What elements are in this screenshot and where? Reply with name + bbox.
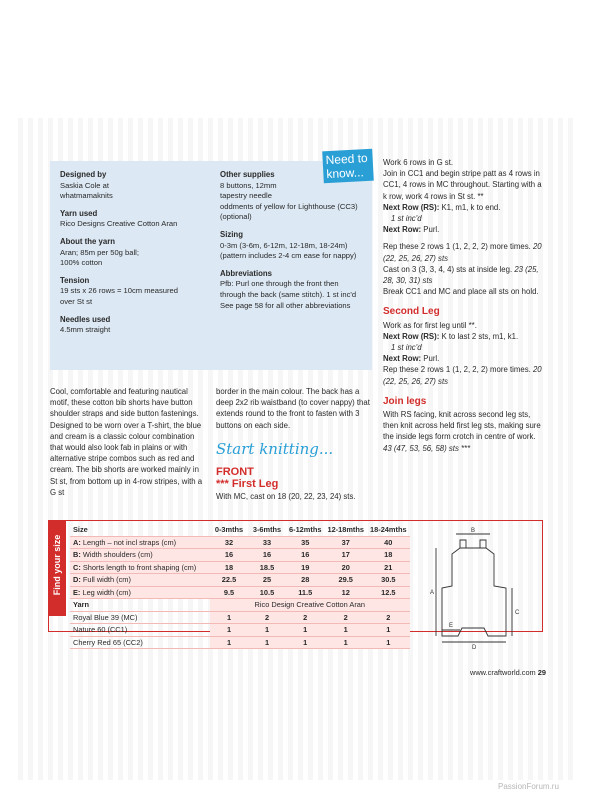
row-instruction: K to last 2 sts, m1, k1. [441,331,519,341]
yarn-qty-cell: 1 [324,624,367,637]
table-header-cell: 6-12mths [286,524,324,536]
table-cell: 28 [286,574,324,587]
row-label-cell [70,549,210,562]
yarn-row-label: Nature 60 (CC1) [70,624,210,637]
info-heading: Sizing [220,229,243,239]
table-cell: 21 [367,561,410,574]
stitch-count: 23 (25, 28, 30, 31) sts [383,264,539,286]
yarn-qty-cell: 2 [324,611,367,624]
row-label: Length – not incl straps (cm) [82,537,177,547]
info-heading: Other supplies [220,170,275,179]
pattern-paragraph: Join in CC1 and begin stripe patt as 4 rows in CC1, 4 rows in MC throughout. Starting with a k row, work 4 rows in St st. ** [383,169,542,201]
table-header-row [70,524,410,536]
info-heading: Needles used [60,314,111,324]
table-header-cell: 0-3mths [210,524,248,536]
pattern-paragraph: Rep these 2 rows 1 (1, 2, 2, 2) more times. [383,242,531,252]
table-header-cell: 18-24mths [367,524,410,536]
info-body [220,279,370,311]
page-footer [470,668,546,677]
table-cell: 12 [324,586,367,599]
yarn-qty-cell: 1 [210,636,248,649]
info-heading: Tension [60,275,90,285]
need-to-know-left-column [60,170,210,343]
table-cell: 35 [286,536,324,549]
pattern-paragraph: Rep these 2 rows 1 (1, 2, 2, 2) more times. [383,365,531,375]
size-table [70,524,410,649]
row-label: Next Row (RS): [383,202,440,212]
info-heading: Yarn used [60,208,98,218]
info-body [60,219,210,230]
need-to-know-right-column [220,170,370,318]
info-line: Rico Designs Creative Cotton Aran [60,219,178,229]
intro-left: Cool, comfortable and featuring nautical motif, these cotton bib shorts have button shoulder straps and side button fastenings. Designed to be worn over a T-shirt, the blue and cream is a classic colour combination that would also look fab in plains or with alternative stripe combos such as red and cream. The bib shorts are worked mainly in St st, from bottom up in 4-row stripes, with a G st [50,387,203,497]
yarn-header-row [70,599,410,612]
info-line: through the back (same stitch). 1 st inc'd [220,289,357,299]
info-line: over St st [60,296,93,306]
watermark: PassionForum.ru [498,782,559,791]
yarn-qty-cell: 1 [248,624,286,637]
info-line: 0-3m (3-6m, 6-12m, 12-18m, 18-24m) [220,240,348,250]
row-letter: B: [73,550,81,560]
yarn-qty-cell: 1 [367,624,410,637]
row-letter: A: [73,537,81,547]
info-heading: About the yarn [60,236,116,246]
table-cell: 16 [210,549,248,562]
row-letter: D: [73,575,81,585]
table-cell: 17 [324,549,367,562]
yarn-qty-cell: 1 [286,624,324,637]
yarn-row [70,611,410,624]
table-row [70,561,410,574]
table-cell: 37 [324,536,367,549]
yarn-qty-cell: 2 [367,611,410,624]
info-line: 19 sts x 26 rows = 10cm measured [60,286,178,296]
info-body [220,181,370,223]
yarn-qty-cell: 1 [210,624,248,637]
info-line: (pattern includes 2-4 cm ease for nappy) [220,251,357,261]
yarn-qty-cell: 2 [248,611,286,624]
table-cell: 16 [248,549,286,562]
yarn-row [70,636,410,649]
table-cell: 30.5 [367,574,410,587]
info-line: 8 buttons, 12mm [220,180,277,190]
pattern-right-column [383,157,543,454]
front-heading: FRONT [216,466,254,478]
table-cell: 22.5 [210,574,248,587]
row-label: Next Row: [383,354,422,364]
table-row [70,574,410,587]
info-line: Aran; 85m per 50g ball; [60,247,139,257]
row-instruction: Purl. [423,354,440,364]
pattern-paragraph: With RS facing, knit across second leg sts, then knit across held first leg sts, making sure the inside legs form crotch in centre of work. [383,410,541,442]
stitch-count: 20 (22, 25, 26, 27) sts [383,365,542,386]
row-label-cell [70,536,210,549]
table-cell: 10.5 [248,586,286,599]
row-letter: E: [73,587,81,597]
row-label: Next Row (RS): [383,331,440,341]
label-a: A [430,590,435,596]
pattern-paragraph: Work 6 rows in G st. [383,158,454,167]
table-cell: 33 [248,536,286,549]
yarn-row-label: Royal Blue 39 (MC) [70,611,210,624]
yarn-name-cell: Rico Design Creative Cotton Aran [210,599,410,612]
need-to-know-box [50,161,372,370]
stitch-count: 1 st inc'd [391,214,422,224]
table-cell: 16 [286,549,324,562]
garment-schematic [430,526,540,650]
row-label-cell [70,586,210,599]
label-e: E [449,623,454,629]
row-letter: C: [73,562,81,572]
info-line: tapestry needle [220,191,272,201]
first-leg-text: With MC, cast on 18 (20, 22, 23, 24) sts. [216,492,356,501]
table-cell: 9.5 [210,586,248,599]
table-cell: 25 [248,574,286,587]
table-cell: 12.5 [367,586,410,599]
row-label-cell [70,574,210,587]
table-cell: 19 [286,561,324,574]
yarn-qty-cell: 1 [210,611,248,624]
yarn-qty-cell: 2 [286,611,324,624]
pattern-paragraph: Break CC1 and MC and place all sts on hold. [383,287,539,297]
need-to-know-badge: Need to know... [322,149,374,184]
intro-right: border in the main colour. The back has a deep 2x2 rib waistband (to cover nappy) that extends round to the front to fasten with 3 buttons on each side. [216,387,370,430]
yarn-qty-cell: 1 [324,636,367,649]
footer-url[interactable]: www.craftworld.com [470,668,536,677]
label-b: B [471,528,476,534]
info-line: Pfb: Purl one through the front then [220,279,339,289]
table-header-cell: 12-18mths [324,524,367,536]
info-line: whatmamaknits [60,191,113,201]
info-line: oddments of yellow for Lighthouse (CC3) [220,201,358,211]
yarn-row-label: Cherry Red 65 (CC2) [70,636,210,649]
info-body [60,325,210,336]
find-your-size-label: Find your size [52,534,62,596]
find-your-size-tab [48,520,66,616]
first-leg-heading: *** First Leg [216,478,279,490]
join-legs-heading: Join legs [383,395,427,407]
table-cell: 11.5 [286,586,324,599]
yarn-qty-cell: 1 [248,636,286,649]
table-row [70,536,410,549]
table-header-cell: Size [70,524,210,536]
table-cell: 18.5 [248,561,286,574]
stitch-count: 43 (47, 53, 56, 58) sts *** [383,443,471,453]
row-label: Shorts length to front shaping (cm) [82,562,197,572]
table-row [70,586,410,599]
info-body [60,181,210,202]
info-line: (optional) [220,212,252,222]
table-cell: 40 [367,536,410,549]
strap-outline [460,540,486,548]
table-row [70,549,410,562]
stitch-count: 1 st inc'd [391,343,422,353]
table-cell: 32 [210,536,248,549]
row-label: Width shoulders (cm) [82,550,153,560]
start-knitting-heading: Start knitting... [216,440,334,458]
info-line: Saskia Cole at [60,180,109,190]
label-d: D [472,645,477,650]
yarn-label-cell: Yarn [70,599,210,612]
page-number: 29 [537,668,547,677]
pattern-paragraph: Work as for first leg until **. [383,320,477,330]
row-label: Full width (cm) [82,575,131,585]
info-line: 100% cotton [60,258,103,268]
pattern-paragraph: Cast on 3 (3, 3, 4, 4) sts at inside leg. [383,264,513,274]
info-heading: Abbreviations [220,268,272,278]
second-leg-heading: Second Leg [383,306,440,318]
table-cell: 18 [367,549,410,562]
yarn-row [70,624,410,637]
row-label-cell [70,561,210,574]
row-label: Next Row: [383,225,422,235]
label-c: C [515,610,520,616]
info-heading: Designed by [60,170,107,179]
info-body [60,286,210,307]
yarn-qty-cell: 1 [286,636,324,649]
row-instruction: Purl. [423,225,440,235]
table-cell: 29.5 [324,574,367,587]
info-line: See page 58 for all other abbreviations [220,300,351,310]
row-instruction: K1, m1, k to end. [441,202,501,212]
yarn-qty-cell: 1 [367,636,410,649]
info-line: 4.5mm straight [60,325,111,335]
row-label: Leg width (cm) [82,587,131,597]
table-cell: 20 [324,561,367,574]
table-header-cell: 3-6mths [248,524,286,536]
info-body [60,248,210,269]
table-cell: 18 [210,561,248,574]
stitch-count: 20 (22, 25, 26, 27) sts [383,242,542,263]
info-body [220,241,370,262]
